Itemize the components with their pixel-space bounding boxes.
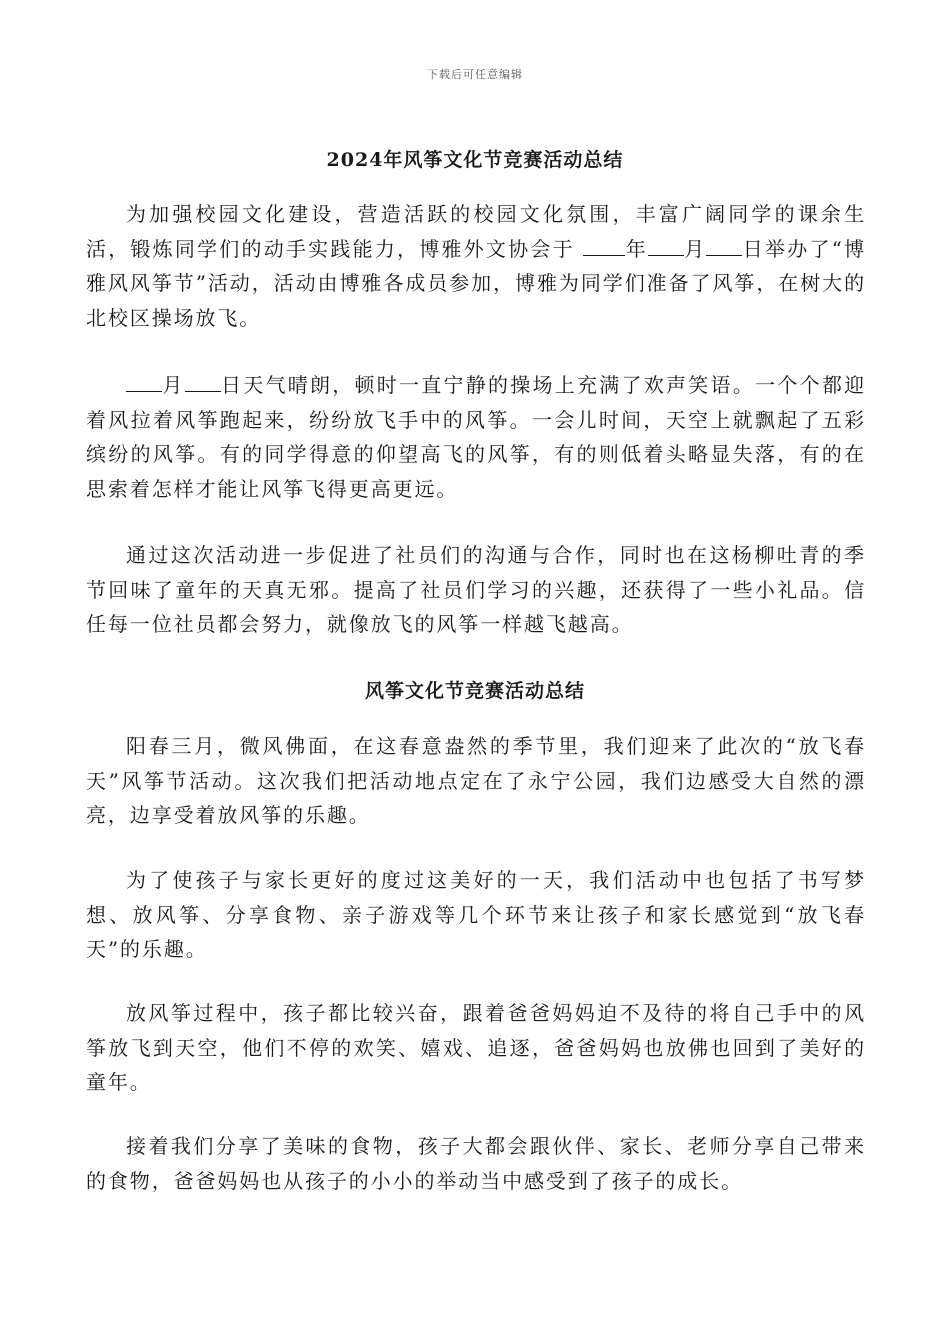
blank-day [706,235,742,256]
paragraph-4: 阳春三月，微风佛面，在这春意盎然的季节里，我们迎来了此次的“放飞春天”风筝节活动。这次我们把活动地点定在了永宁公园，我们边感受大自然的漂亮，边享受着放风筝的乐趣。 [86,734,866,827]
paragraph-2-text-a: 月 [162,373,185,397]
paragraph-6: 放风筝过程中，孩子都比较兴奋，跟着爸爸妈妈迫不及待的将自己手中的风筝放飞到天空，他们不停的欢笑、嬉戏、追逐，爸爸妈妈也放佛也回到了美好的童年。 [86,1001,866,1094]
header-note: 下载后可任意编辑 [427,68,523,81]
blank-month [648,235,684,256]
paragraph-1-text-c: 月 [683,236,707,261]
blank-year [583,235,625,256]
blank-day-2 [185,371,221,392]
paragraph-1-text-a: 为加强校园文化建设，营造活跃的校园文化氛围，丰富广阔同学的课余生活，锻炼同学们的动手实践能力，博雅外文协会于 [86,202,866,261]
paragraph-1 [86,197,866,335]
paragraph-5: 为了使孩子与家长更好的度过这美好的一天，我们活动中也包括了书写梦想、放风筝、分享食物、亲子游戏等几个环节来让孩子和家长感觉到“放飞春天”的乐趣。 [86,868,866,961]
paragraph-2 [86,368,866,506]
paragraph-1-text-d: 日举办了“博雅风风筝节”活动，活动由博雅各成员参加，博雅为同学们准备了风筝，在树大的北校区操场放飞。 [86,236,866,330]
paragraph-2-text-b: 日天气晴朗，顿时一直宁静的操场上充满了欢声笑语。一个个都迎着风拉着风筝跑起来，纷纷放飞手中的风筝。一会儿时间，天空上就飘起了五彩缤纷的风筝。有的同学得意的仰望高飞的风筝，有的则低着头略显失落，有的在思索着怎样才能让风筝飞得更高更远。 [86,373,866,501]
blank-month-2 [126,371,162,392]
document-title: 2024年风筝文化节竞赛活动总结 [326,149,624,171]
paragraph-1-text-b: 年 [625,236,648,261]
paragraph-7: 接着我们分享了美味的食物，孩子大都会跟伙伴、家长、老师分享自己带来的食物，爸爸妈妈也从孩子的小小的举动当中感受到了孩子的成长。 [86,1134,866,1193]
paragraph-3: 通过这次活动进一步促进了社员们的沟通与合作，同时也在这杨柳吐青的季节回味了童年的天真无邪。提高了社员们学习的兴趣，还获得了一些小礼品。信任每一位社员都会努力，就像放飞的风筝一样越飞越高。 [86,543,866,636]
section-title: 风筝文化节竞赛活动总结 [364,680,585,702]
